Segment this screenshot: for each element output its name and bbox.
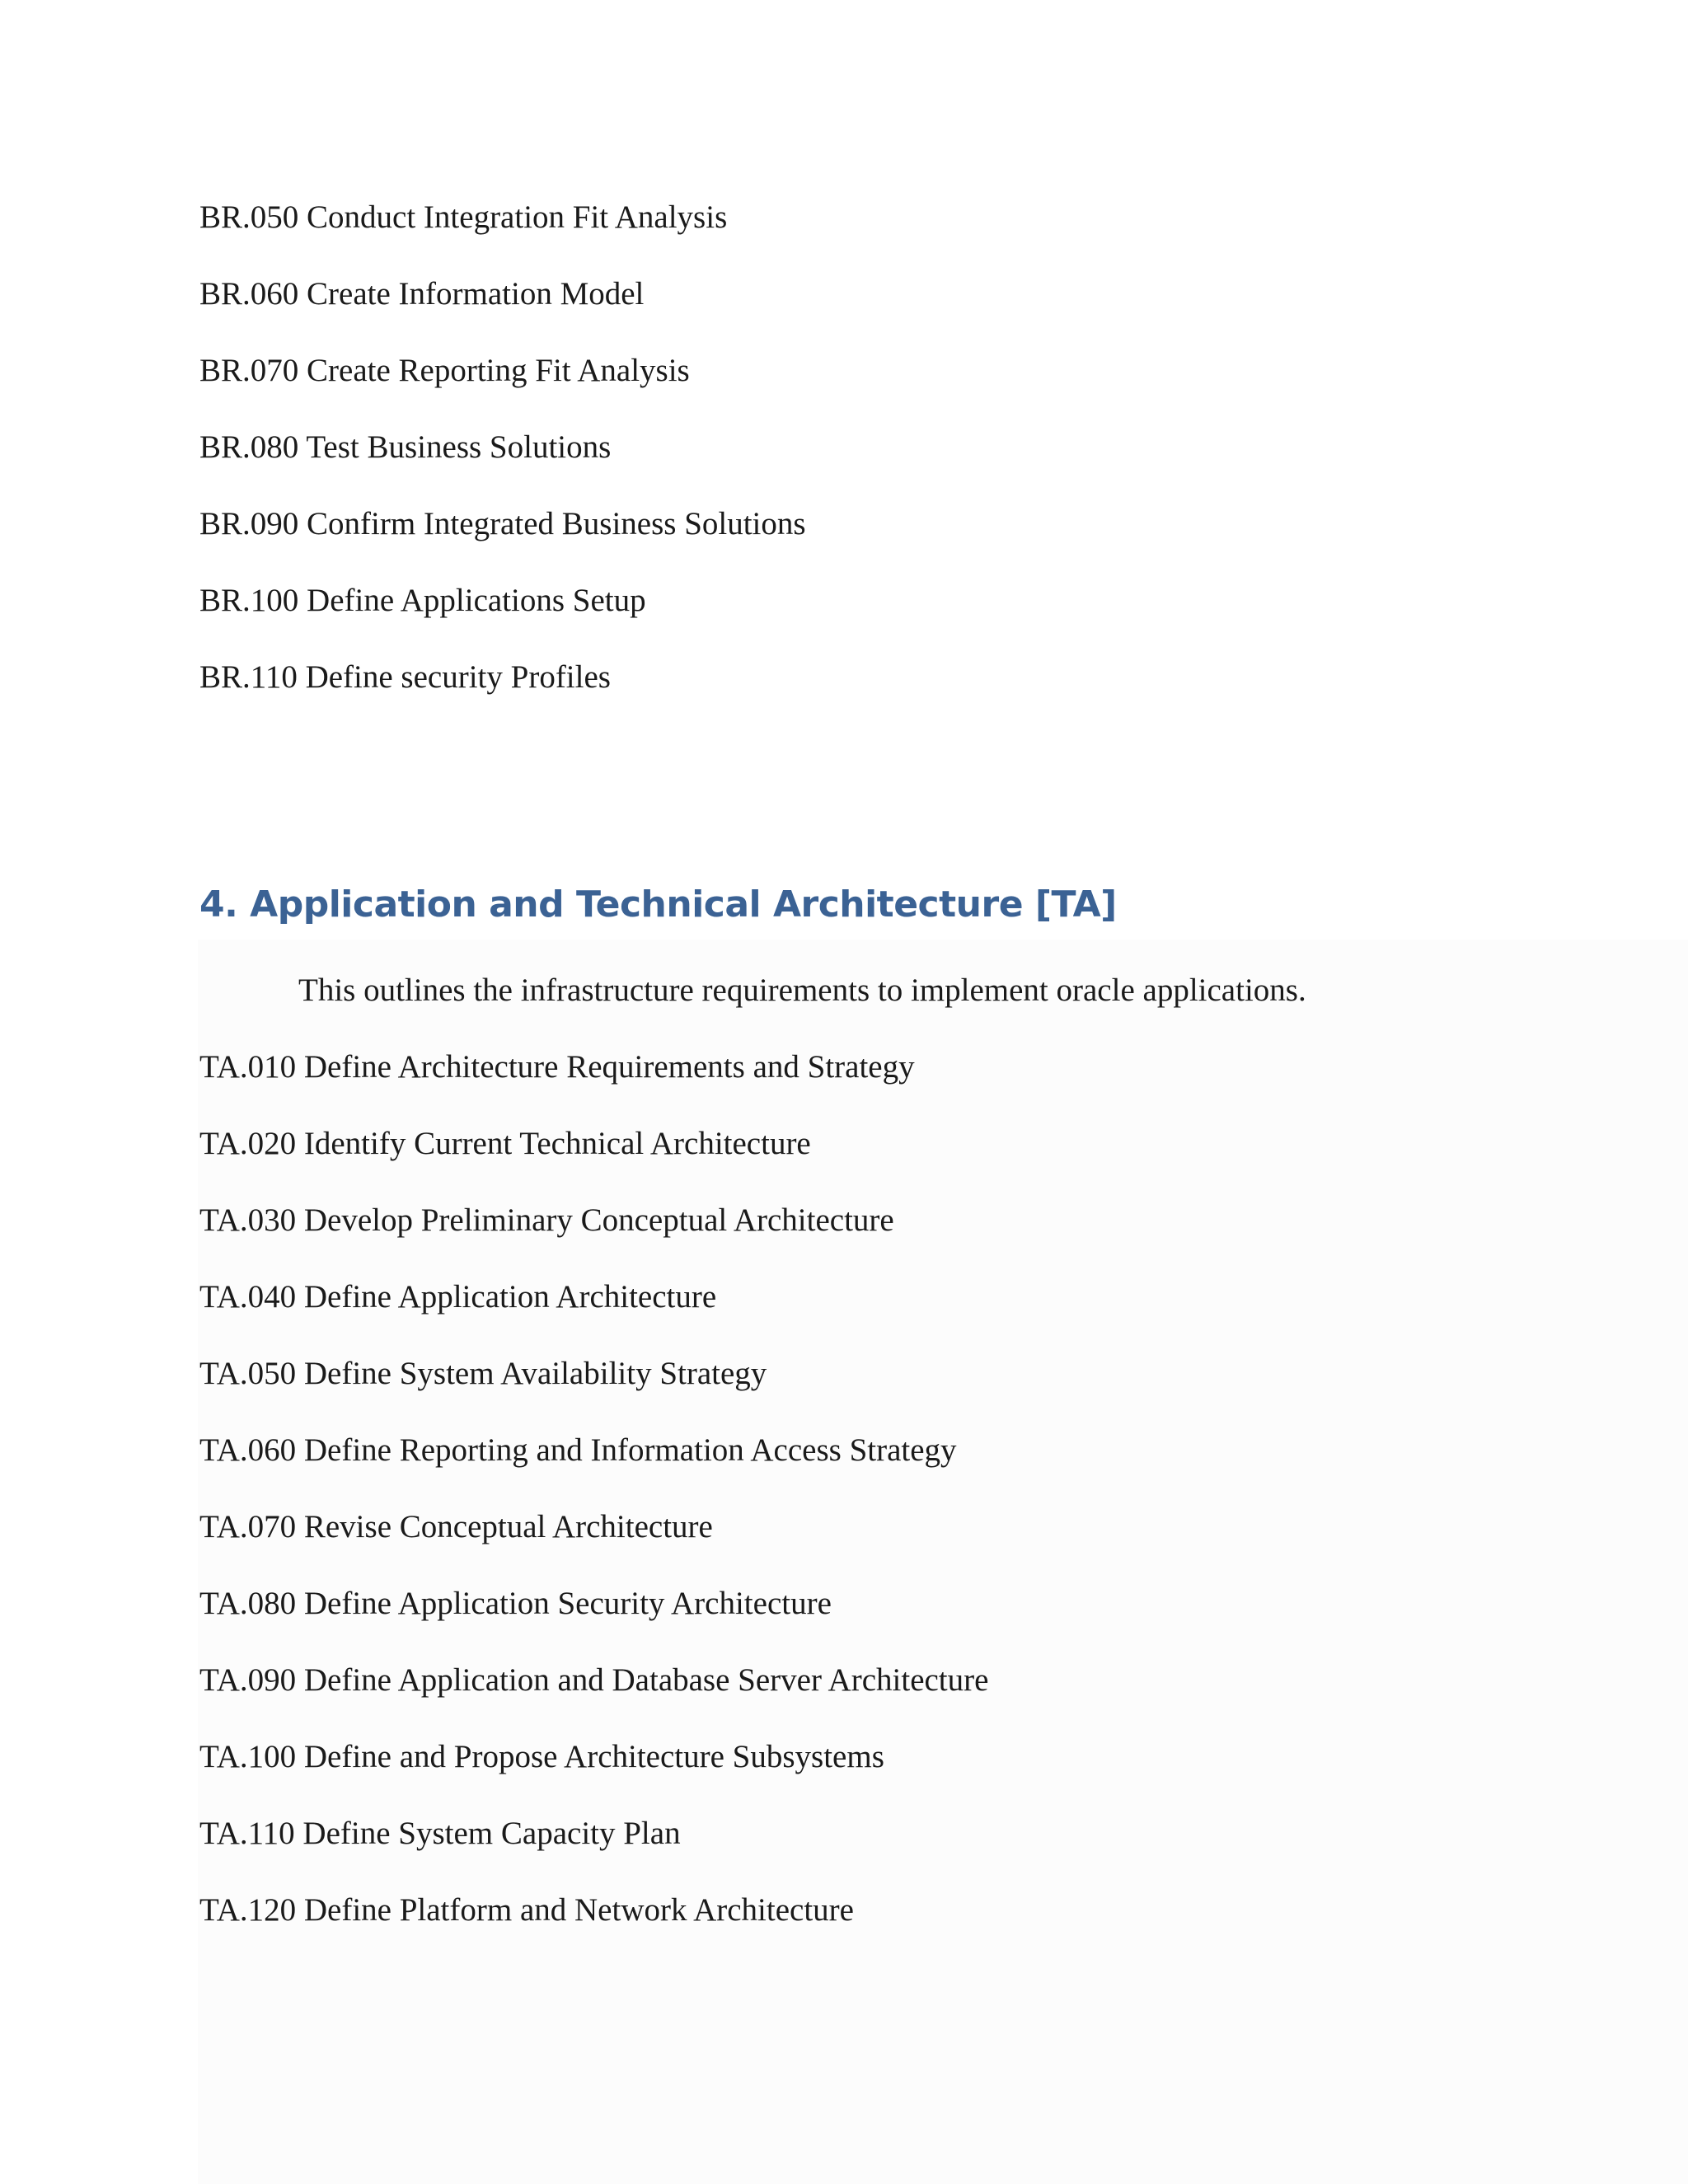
list-item-br-110: BR.110 Define security Profiles [199,659,611,695]
list-item-ta-070: TA.070 Revise Conceptual Architecture [199,1509,713,1544]
list-item-br-050: BR.050 Conduct Integration Fit Analysis [199,199,728,235]
list-item-br-070: BR.070 Create Reporting Fit Analysis [199,353,690,388]
list-item-ta-110: TA.110 Define System Capacity Plan [199,1816,681,1851]
list-item-ta-120: TA.120 Define Platform and Network Architecture [199,1892,854,1928]
list-item-br-100: BR.100 Define Applications Setup [199,583,646,618]
list-item-ta-010: TA.010 Define Architecture Requirements and Strategy [199,1049,915,1085]
list-item-ta-090: TA.090 Define Application and Database Server Architecture [199,1662,989,1698]
list-item-br-080: BR.080 Test Business Solutions [199,429,612,465]
section-heading: 4. Application and Technical Architecture [TA] [199,883,1117,926]
list-item-br-060: BR.060 Create Information Model [199,276,645,312]
list-item-ta-060: TA.060 Define Reporting and Information Access Strategy [199,1432,957,1468]
list-item-ta-050: TA.050 Define System Availability Strategy [199,1356,767,1391]
list-item-ta-100: TA.100 Define and Propose Architecture Subsystems [199,1739,884,1774]
list-item-ta-080: TA.080 Define Application Security Architecture [199,1586,832,1621]
section-intro: This outlines the infrastructure requirements to implement oracle applications. [298,972,1306,1008]
list-item-ta-030: TA.030 Develop Preliminary Conceptual Architecture [199,1202,894,1238]
list-item-ta-020: TA.020 Identify Current Technical Architecture [199,1126,811,1161]
list-item-br-090: BR.090 Confirm Integrated Business Solutions [199,506,806,541]
list-item-ta-040: TA.040 Define Application Architecture [199,1279,717,1315]
